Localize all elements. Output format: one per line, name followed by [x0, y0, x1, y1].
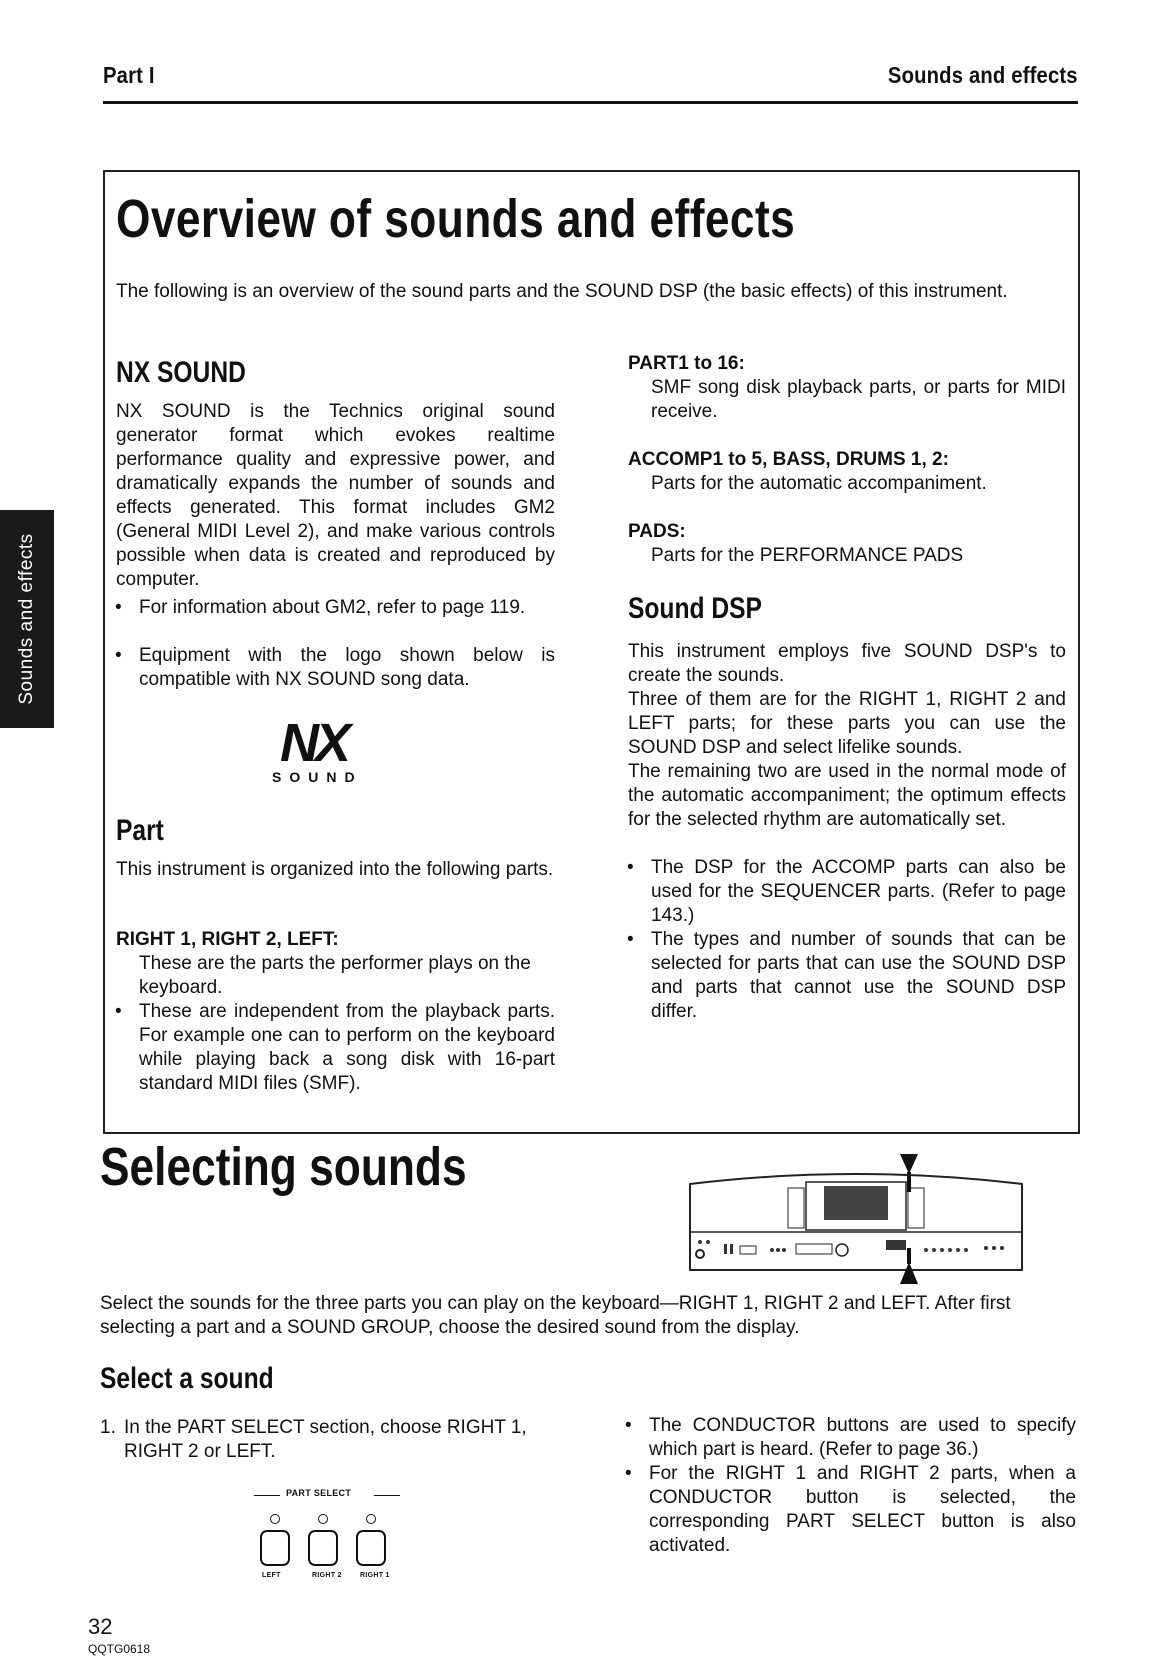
select-sound-heading: Select a sound: [100, 1362, 274, 1395]
part-body: This instrument is organized into the following parts.: [116, 859, 554, 880]
right-left-desc: These are the parts the performer plays on the keyboard.: [139, 953, 531, 998]
selecting-intro: Select the sounds for the three parts you can play on the keyboard—RIGHT 1, RIGHT 2 and LEFT. After first selecting a part and a SOUND GROUP, choose the desired sound from the display.: [100, 1293, 1011, 1338]
nx-bullet-2: • Equipment with the logo shown below is compatible with NX SOUND song data.: [139, 644, 555, 692]
part-button-label-left: LEFT: [262, 1572, 281, 1579]
selecting-title: Selecting sounds: [100, 1137, 467, 1197]
part-button-right-1[interactable]: [356, 1530, 386, 1566]
nx-sound-heading: NX SOUND: [116, 356, 246, 389]
nx-bullet-1: • For information about GM2, refer to page 119.: [139, 596, 555, 620]
part-select-label: PART SELECT: [286, 1488, 352, 1498]
page-number: 32: [88, 1614, 113, 1639]
note-2: • For the RIGHT 1 and RIGHT 2 parts, when a CONDUCTOR button is selected, the corresponding PART SELECT button is also activated.: [649, 1462, 1076, 1558]
nx-sound-body: NX SOUND is the Technics original sound generator format which evokes realtime performance quality and expressive power, and dramatically expands the number of sounds and effects generated. This format includes GM2 (General MIDI Level 2), and make various controls possible when data is created and reproduced by computer.: [116, 401, 555, 590]
header-part: Part I: [103, 62, 155, 88]
part-button-right-2[interactable]: [308, 1530, 338, 1566]
nx-logo-mark: NX: [280, 713, 348, 773]
side-tab: [0, 510, 54, 728]
dsp-body-2: Three of them are for the RIGHT 1, RIGHT 2 and LEFT parts; for these parts you can use the SOUND DSP and select lifelike sounds.: [628, 689, 1066, 758]
overview-intro: The following is an overview of the sound parts and the SOUND DSP (the basic effects) of this instrument.: [116, 281, 1008, 302]
part-heading: Part: [116, 814, 164, 847]
dsp-bullet-2: • The types and number of sounds that can be selected for parts that can use the SOUND DSP and parts that cannot use the SOUND DSP differ.: [651, 928, 1066, 1024]
overview-title: Overview of sounds and effects: [116, 189, 796, 249]
header-section: Sounds and effects: [888, 62, 1078, 88]
dsp-body-1: This instrument employs five SOUND DSP's to create the sounds.: [628, 641, 1066, 686]
step-number: 1.: [100, 1417, 116, 1438]
part1-16-desc: SMF song disk playback parts, or parts for MIDI receive.: [651, 377, 1066, 422]
part-bullet: • These are independent from the playback parts. For example one can to perform on the keyboard while playing back a song disk with 16-part standard MIDI files (SMF).: [139, 1000, 555, 1096]
sound-dsp-heading: Sound DSP: [628, 592, 762, 625]
side-tab-label: Sounds and effects: [16, 533, 37, 705]
pads-title: PADS:: [628, 521, 686, 542]
accomp-title: ACCOMP1 to 5, BASS, DRUMS 1, 2:: [628, 449, 949, 470]
step-1-text: In the PART SELECT section, choose RIGHT 1, RIGHT 2 or LEFT.: [124, 1417, 527, 1462]
nx-sound-logo: [270, 713, 420, 788]
part1-16-title: PART1 to 16:: [628, 353, 745, 374]
nx-logo-word: SOUND: [272, 769, 363, 785]
header-rule: [103, 101, 1078, 104]
note-1: • The CONDUCTOR buttons are used to specify which part is heard. (Refer to page 36.): [649, 1414, 1076, 1462]
pads-desc: Parts for the PERFORMANCE PADS: [651, 545, 964, 566]
keyboard-panel-illustration: [686, 1152, 1026, 1284]
document-code: QQTG0618: [88, 1642, 151, 1656]
dsp-body-3: The remaining two are used in the normal mode of the automatic accompaniment; the optimum effects for the selected rhythm are automatically set.: [628, 761, 1066, 830]
part-button-label-right-2: RIGHT 2: [312, 1572, 342, 1579]
part-button-left[interactable]: [260, 1530, 290, 1566]
accomp-desc: Parts for the automatic accompaniment.: [651, 473, 987, 494]
dsp-bullet-1: • The DSP for the ACCOMP parts can also be used for the SEQUENCER parts. (Refer to page 143.): [651, 856, 1066, 928]
right-left-title: RIGHT 1, RIGHT 2, LEFT:: [116, 929, 339, 950]
part-select-illustration: [254, 1488, 414, 1588]
part-button-label-right-1: RIGHT 1: [360, 1572, 390, 1579]
